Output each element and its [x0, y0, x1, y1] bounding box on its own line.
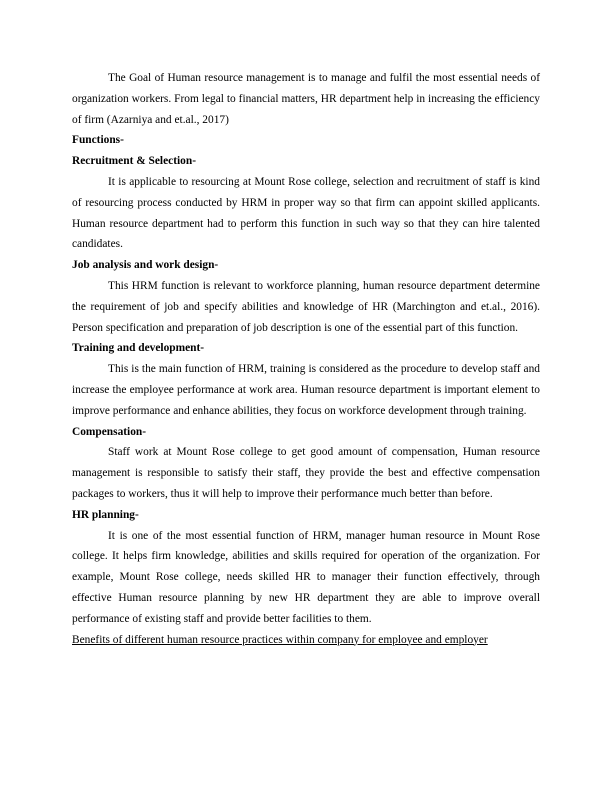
section-body-training: This is the main function of HRM, training is considered as the procedure to develop staff and increase the employee performance at work area. Human resource department is important element to improve performance and enhance abilities, they focus on workforce development through training.: [72, 363, 540, 417]
section-body-job-analysis: This HRM function is relevant to workforce planning, human resource department determine the requirement of job and specify abilities and knowledge of HR (Marchington and et.al., 2016). Person specification and preparation of job description is one of the essential part of this function.: [72, 279, 540, 334]
section-body-compensation: Staff work at Mount Rose college to get good amount of compensation, Human resource management is responsible to satisfy their staff, they provide the best and effective compensation packages to workers, thus it will help to improve their performance much better than before.: [72, 446, 540, 500]
benefits-heading: Benefits of different human resource practices within company for employee and employer: [72, 633, 488, 646]
section-body-recruitment: It is applicable to resourcing at Mount Rose college, selection and recruitment of staff is kind of resourcing process conducted by HRM in proper way so that firm can appoint skilled applicants. Human resource department had to perform this function in such way so that they can hire talented candidates.: [72, 175, 540, 251]
intro-paragraph: The Goal of Human resource management is to manage and fulfil the most essential needs of organization workers. From legal to financial matters, HR department help in increasing the efficiency of firm (Azarniya and et.al., 2017): [72, 72, 540, 126]
section-heading-hr-planning: HR planning-: [72, 508, 139, 521]
section-heading-training: Training and development-: [72, 342, 205, 355]
section-heading-recruitment: Recruitment & Selection-: [72, 155, 196, 168]
document-page: [72, 68, 540, 650]
section-heading-compensation: Compensation-: [72, 425, 147, 438]
section-heading-job-analysis: Job analysis and work design-: [72, 259, 219, 272]
section-body-hr-planning: It is one of the most essential function of HRM, manager human resource in Mount Rose college. It helps firm knowledge, abilities and skills required for operation of the organization. For example, Mount Rose college, needs skilled HR to manager their function effectively, through effective Human resource planning by new HR department they are able to improve overall performance of existing staff and provide better facilities to them.: [72, 529, 540, 625]
functions-heading: Functions-: [72, 134, 124, 147]
